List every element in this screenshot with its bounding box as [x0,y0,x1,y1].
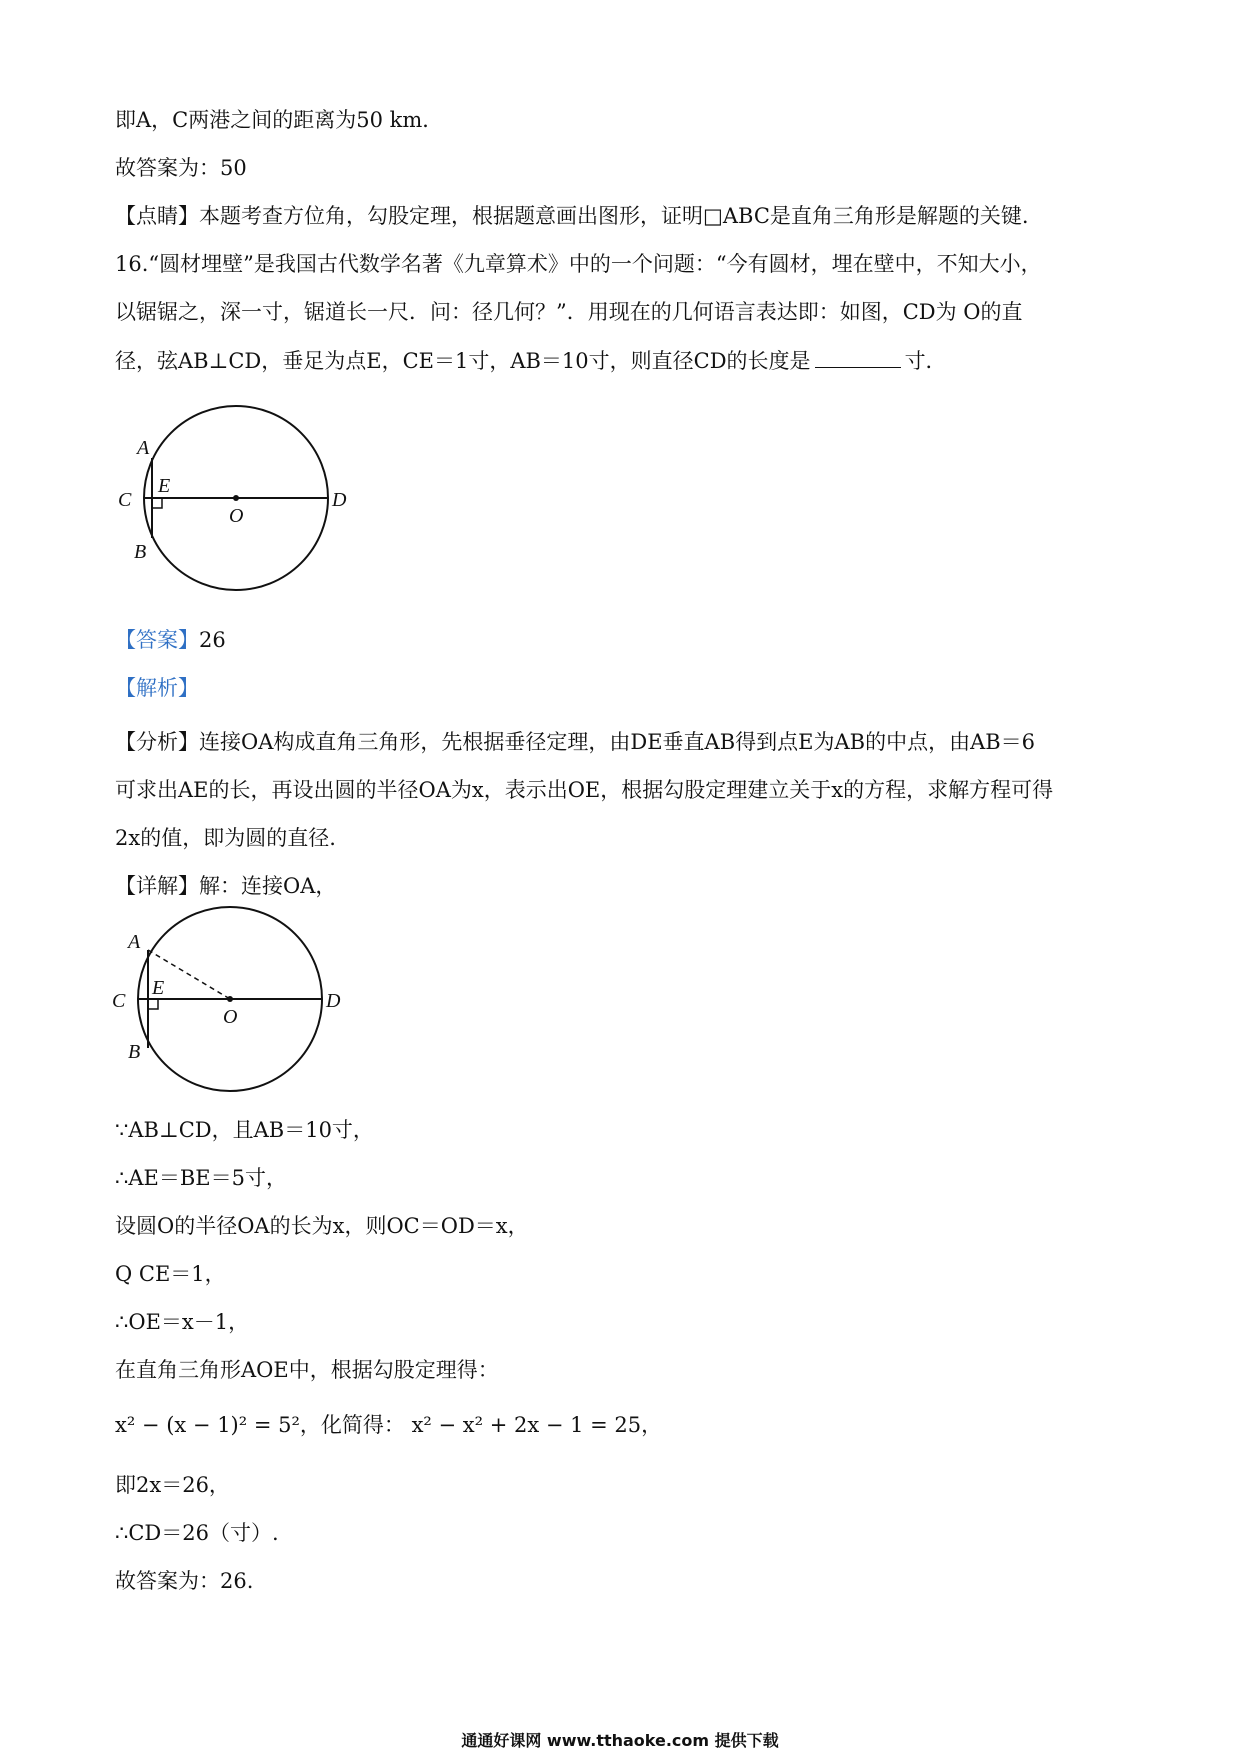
detail-line-1 [115,871,336,901]
analysis-tag: 【分析】 [115,730,199,754]
step-7: x² − (x − 1)² = 5²，化简得： x² − x² + 2x − 1 = 25， [115,1413,663,1437]
fig1-label-d: D [332,489,347,511]
fig2-label-b: B [128,1041,141,1063]
fig1-label-a: A [137,437,150,459]
step-3: 设圆O的半径OA的长为x，则OC＝OD＝x， [115,1214,529,1238]
step-1: ∵AB⊥CD，且AB＝10寸， [115,1118,374,1142]
fig2-label-e: E [152,977,165,999]
fig2-label-o: O [223,1006,238,1028]
question-line-3a: 径，弦AB⊥CD，垂足为点E，CE＝1寸，AB＝10寸，则直径CD的长度是 [115,349,811,373]
circle-figure-1 [110,398,370,603]
question-line-2: 以锯锯之，深一寸，锯道长一尺．问：径几何？”．用现在的几何语言表达即：如图，CD为 O的直 [115,300,1023,324]
prev-line-2: 故答案为：50 [115,156,247,180]
fig2-label-a: A [128,931,141,953]
detail-tag: 【详解】 [115,874,199,898]
step-5: ∴OE＝x－1， [115,1310,250,1334]
step-4: Q CE＝1， [115,1262,226,1286]
step-10: 故答案为：26. [115,1569,254,1593]
question-line-3b: 寸． [904,349,947,373]
step-6: 在直角三角形AOE中，根据勾股定理得： [115,1358,499,1382]
analysis-text-1: 连接OA构成直角三角形，先根据垂径定理，由DE垂直AB得到点E为AB的中点，由AB＝6 [199,730,1036,754]
analysis-line-3: 2x的值，即为圆的直径. [115,826,336,850]
analysis-line-2: 可求出AE的长，再设出圆的半径OA为x，表示出OE，根据勾股定理建立关于x的方程，求解方程可得 [115,778,1054,802]
step-8: 即2x＝26， [115,1473,230,1497]
tip-tag: 【点睛】 [115,204,199,228]
answer-line [115,625,226,655]
answer-tag: 【答案】 [115,628,199,652]
tip-text: 本题考查方位角，勾股定理，根据题意画出图形，证明□ABC是直角三角形是解题的关键. [199,204,1029,228]
fig1-label-c: C [118,489,132,511]
fig1-label-e: E [158,475,171,497]
detail-text-1: 解：连接OA， [199,874,337,898]
fig2-label-d: D [326,990,341,1012]
question-line-1: 16.“圆材埋壁”是我国古代数学名著《九章算术》中的一个问题：“今有圆材，埋在壁中，不知大小， [115,252,1042,276]
step-9: ∴CD＝26（寸）. [115,1521,279,1545]
prev-line-1: 即A，C两港之间的距离为50 km． [115,108,444,132]
analysis-heading: 【解析】 [115,676,199,700]
fig1-label-o: O [229,505,244,527]
fig2-label-c: C [112,990,126,1012]
step-2: ∴AE＝BE＝5寸， [115,1166,287,1190]
answer-blank [815,345,901,368]
analysis-line-1 [115,727,1035,757]
prev-line-3 [115,201,1029,231]
page-footer: 通通好课网 www.tthaoke.com 提供下载 [461,1731,779,1750]
answer-value: 26 [199,628,226,652]
circle-figure-2 [108,900,368,1100]
question-line-3 [115,345,947,376]
fig1-label-b: B [134,541,147,563]
